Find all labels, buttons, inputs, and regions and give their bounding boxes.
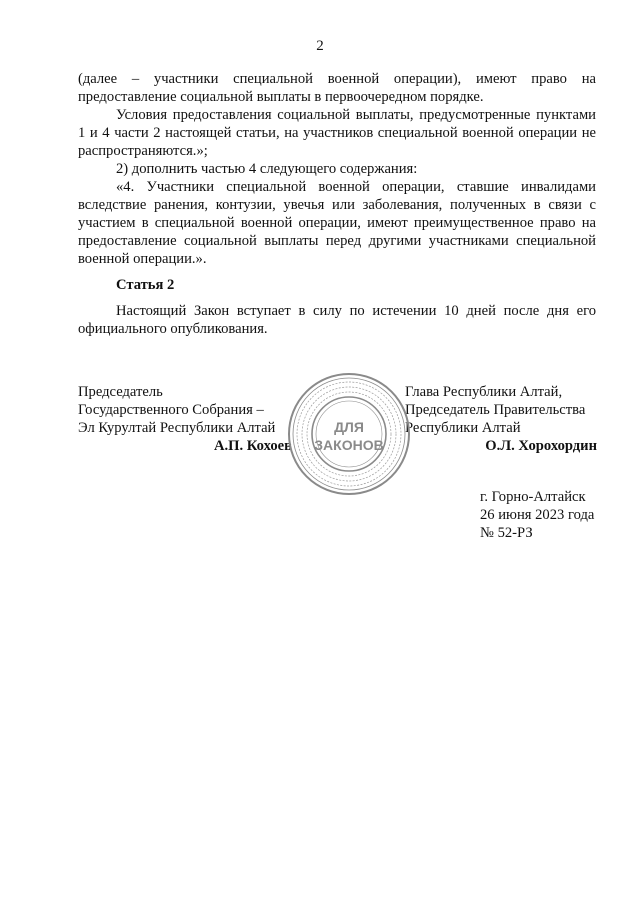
article-heading: Статья 2 <box>116 277 175 293</box>
signature-right <box>405 383 597 455</box>
paragraph-conditions: Условия предоставления социальной выплаты, предусмотренные пунктами 1 и 4 части 2 настоящей статьи, на участников специальной военной операции не распространяются.»; <box>78 107 596 159</box>
paragraph-amendment-2: 2) дополнить частью 4 следующего содержания: <box>116 161 418 177</box>
place-city: г. Горно-Алтайск <box>480 489 586 505</box>
signature-right-title-2: Председатель Правительства <box>405 402 586 418</box>
article-2-text: Настоящий Закон вступает в силу по истечении 10 дней после дня его официального опубликования. <box>78 303 596 337</box>
signature-left-name: А.П. Кохоев <box>213 438 292 454</box>
official-stamp <box>285 370 413 498</box>
place-date-block <box>480 488 594 542</box>
signature-left-title-2: Государственного Собрания – <box>78 402 264 418</box>
signature-right-name: О.Л. Хорохордин <box>485 438 597 454</box>
paragraph-continuation: (далее – участники специальной военной операции), имеют право на предоставление социальной выплаты в первоочередном порядке. <box>78 71 596 105</box>
paragraph-part-4: «4. Участники специальной военной операции, ставшие инвалидами вследствие ранения, контузии, увечья или заболевания, полученных в связи с участием в специальной военной операции, имеют преимущественное право на предоставление социальной выплаты перед другими участниками специальной военной операции.». <box>78 179 596 267</box>
signature-left-title-1: Председатель <box>78 384 163 400</box>
signature-left-title-3: Эл Курултай Республики Алтай <box>78 420 276 436</box>
document-body <box>78 70 596 338</box>
page-number: 2 <box>316 38 324 54</box>
stamp-top-text: ДЛЯ <box>334 419 364 435</box>
document-date: 26 июня 2023 года <box>480 507 595 523</box>
signature-left <box>78 383 292 455</box>
signature-right-title-3: Республики Алтай <box>405 420 521 436</box>
signature-right-title-1: Глава Республики Алтай, <box>405 384 563 400</box>
stamp-bottom-text: ЗАКОНОВ <box>314 437 384 453</box>
law-number: № 52-РЗ <box>480 525 533 541</box>
